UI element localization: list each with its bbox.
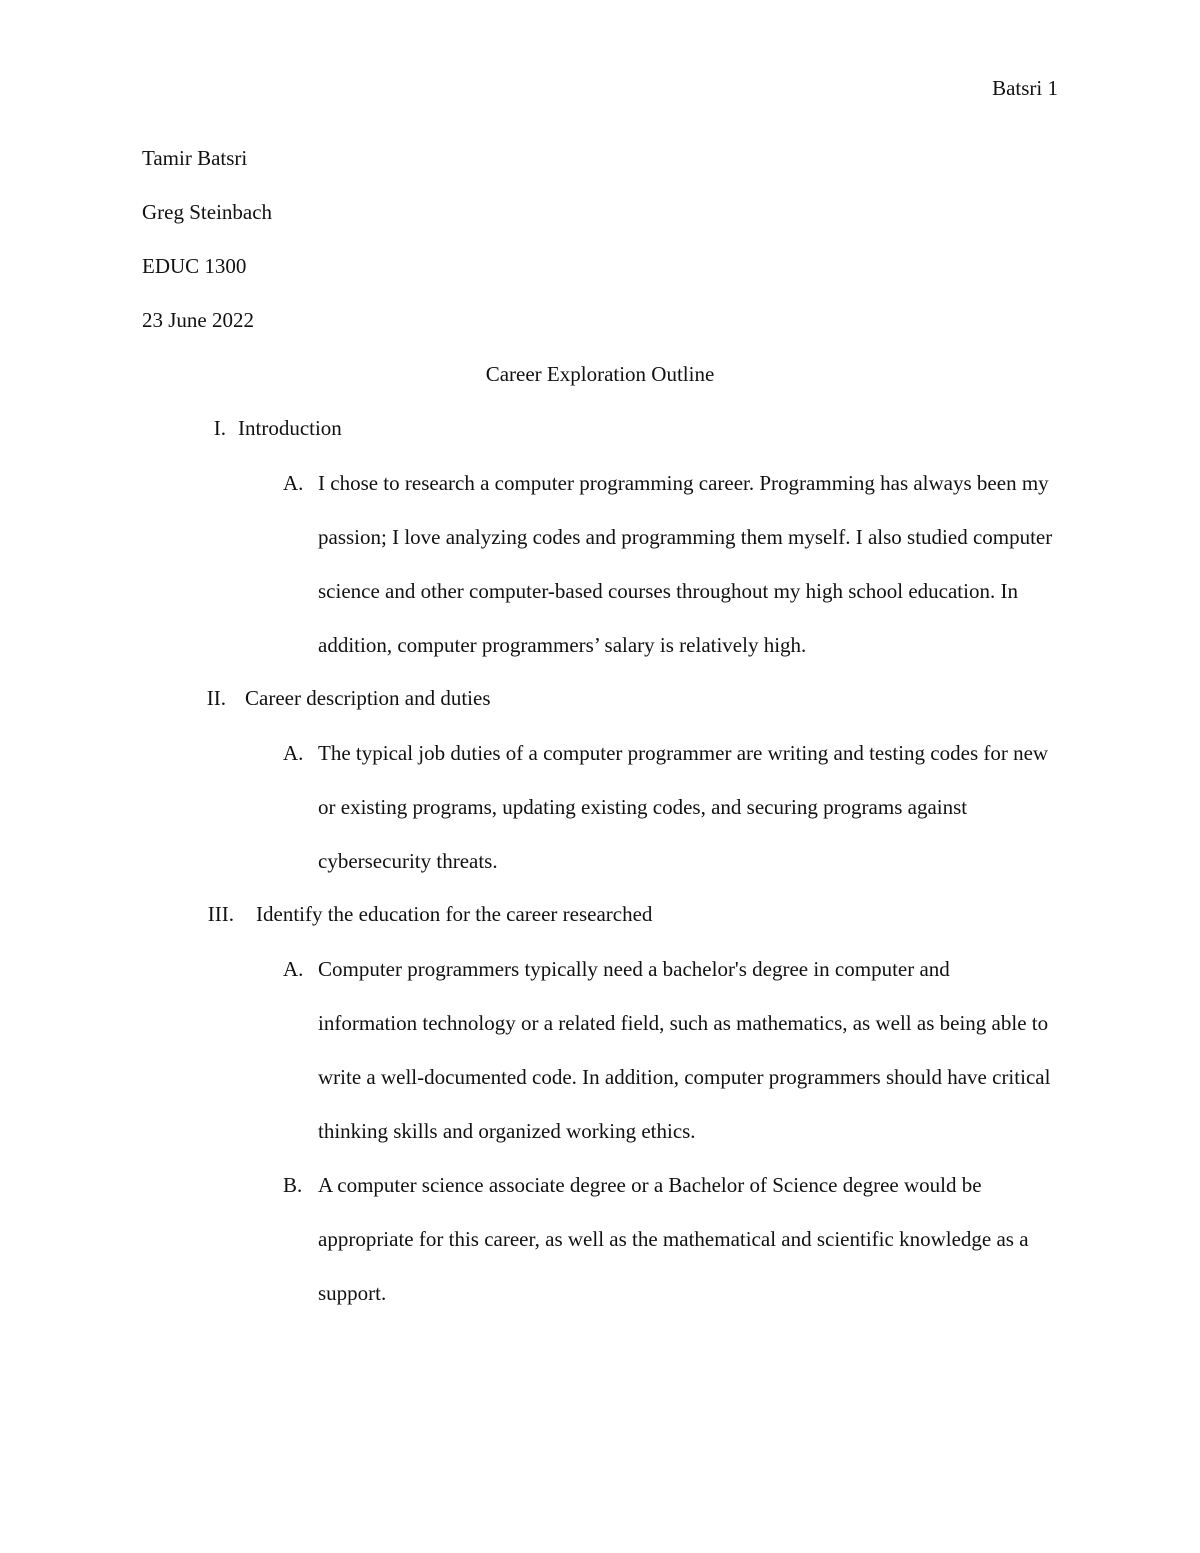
item-text-line: passion; I love analyzing codes and programming them myself. I also studied computer (318, 525, 1053, 549)
item-letter: A. (283, 471, 304, 495)
item-text-line: Computer programmers typically need a bachelor's degree in computer and (318, 957, 950, 981)
heading-student-name: Tamir Batsri (142, 146, 248, 170)
item-text-line: thinking skills and organized working ethics. (318, 1119, 696, 1143)
item-letter: A. (283, 957, 304, 981)
heading-date: 23 June 2022 (142, 308, 254, 332)
item-text-line: write a well-documented code. In addition, computer programmers should have critical (318, 1065, 1051, 1089)
item-text-line: or existing programs, updating existing codes, and securing programs against (318, 795, 968, 819)
item-text-line: The typical job duties of a computer programmer are writing and testing codes for new (318, 741, 1049, 765)
item-text-line: appropriate for this career, as well as the mathematical and scientific knowledge as a (318, 1227, 1029, 1251)
item-text-line: science and other computer-based courses throughout my high school education. In (318, 579, 1018, 603)
heading-course: EDUC 1300 (142, 254, 247, 278)
item-text-line: cybersecurity threats. (318, 849, 498, 873)
heading-instructor-name: Greg Steinbach (142, 200, 273, 224)
item-text-line: A computer science associate degree or a Bachelor of Science degree would be (318, 1173, 982, 1197)
item-letter: A. (283, 741, 304, 765)
section-title: Career description and duties (245, 686, 491, 710)
section-numeral: II. (206, 686, 226, 710)
section-title: Identify the education for the career researched (256, 902, 653, 926)
item-text-line: addition, computer programmers’ salary is relatively high. (318, 633, 807, 657)
item-text-line: I chose to research a computer programming career. Programming has always been my (318, 471, 1049, 495)
running-header-page-number: Batsri 1 (992, 76, 1058, 100)
section-numeral: I. (213, 416, 226, 440)
item-text-line: information technology or a related field, such as mathematics, as well as being able to (318, 1011, 1049, 1035)
section-title: Introduction (238, 416, 342, 440)
section-numeral: III. (207, 902, 234, 926)
item-text-line: support. (318, 1281, 387, 1305)
item-letter: B. (283, 1173, 303, 1197)
document-title: Career Exploration Outline (485, 362, 715, 386)
